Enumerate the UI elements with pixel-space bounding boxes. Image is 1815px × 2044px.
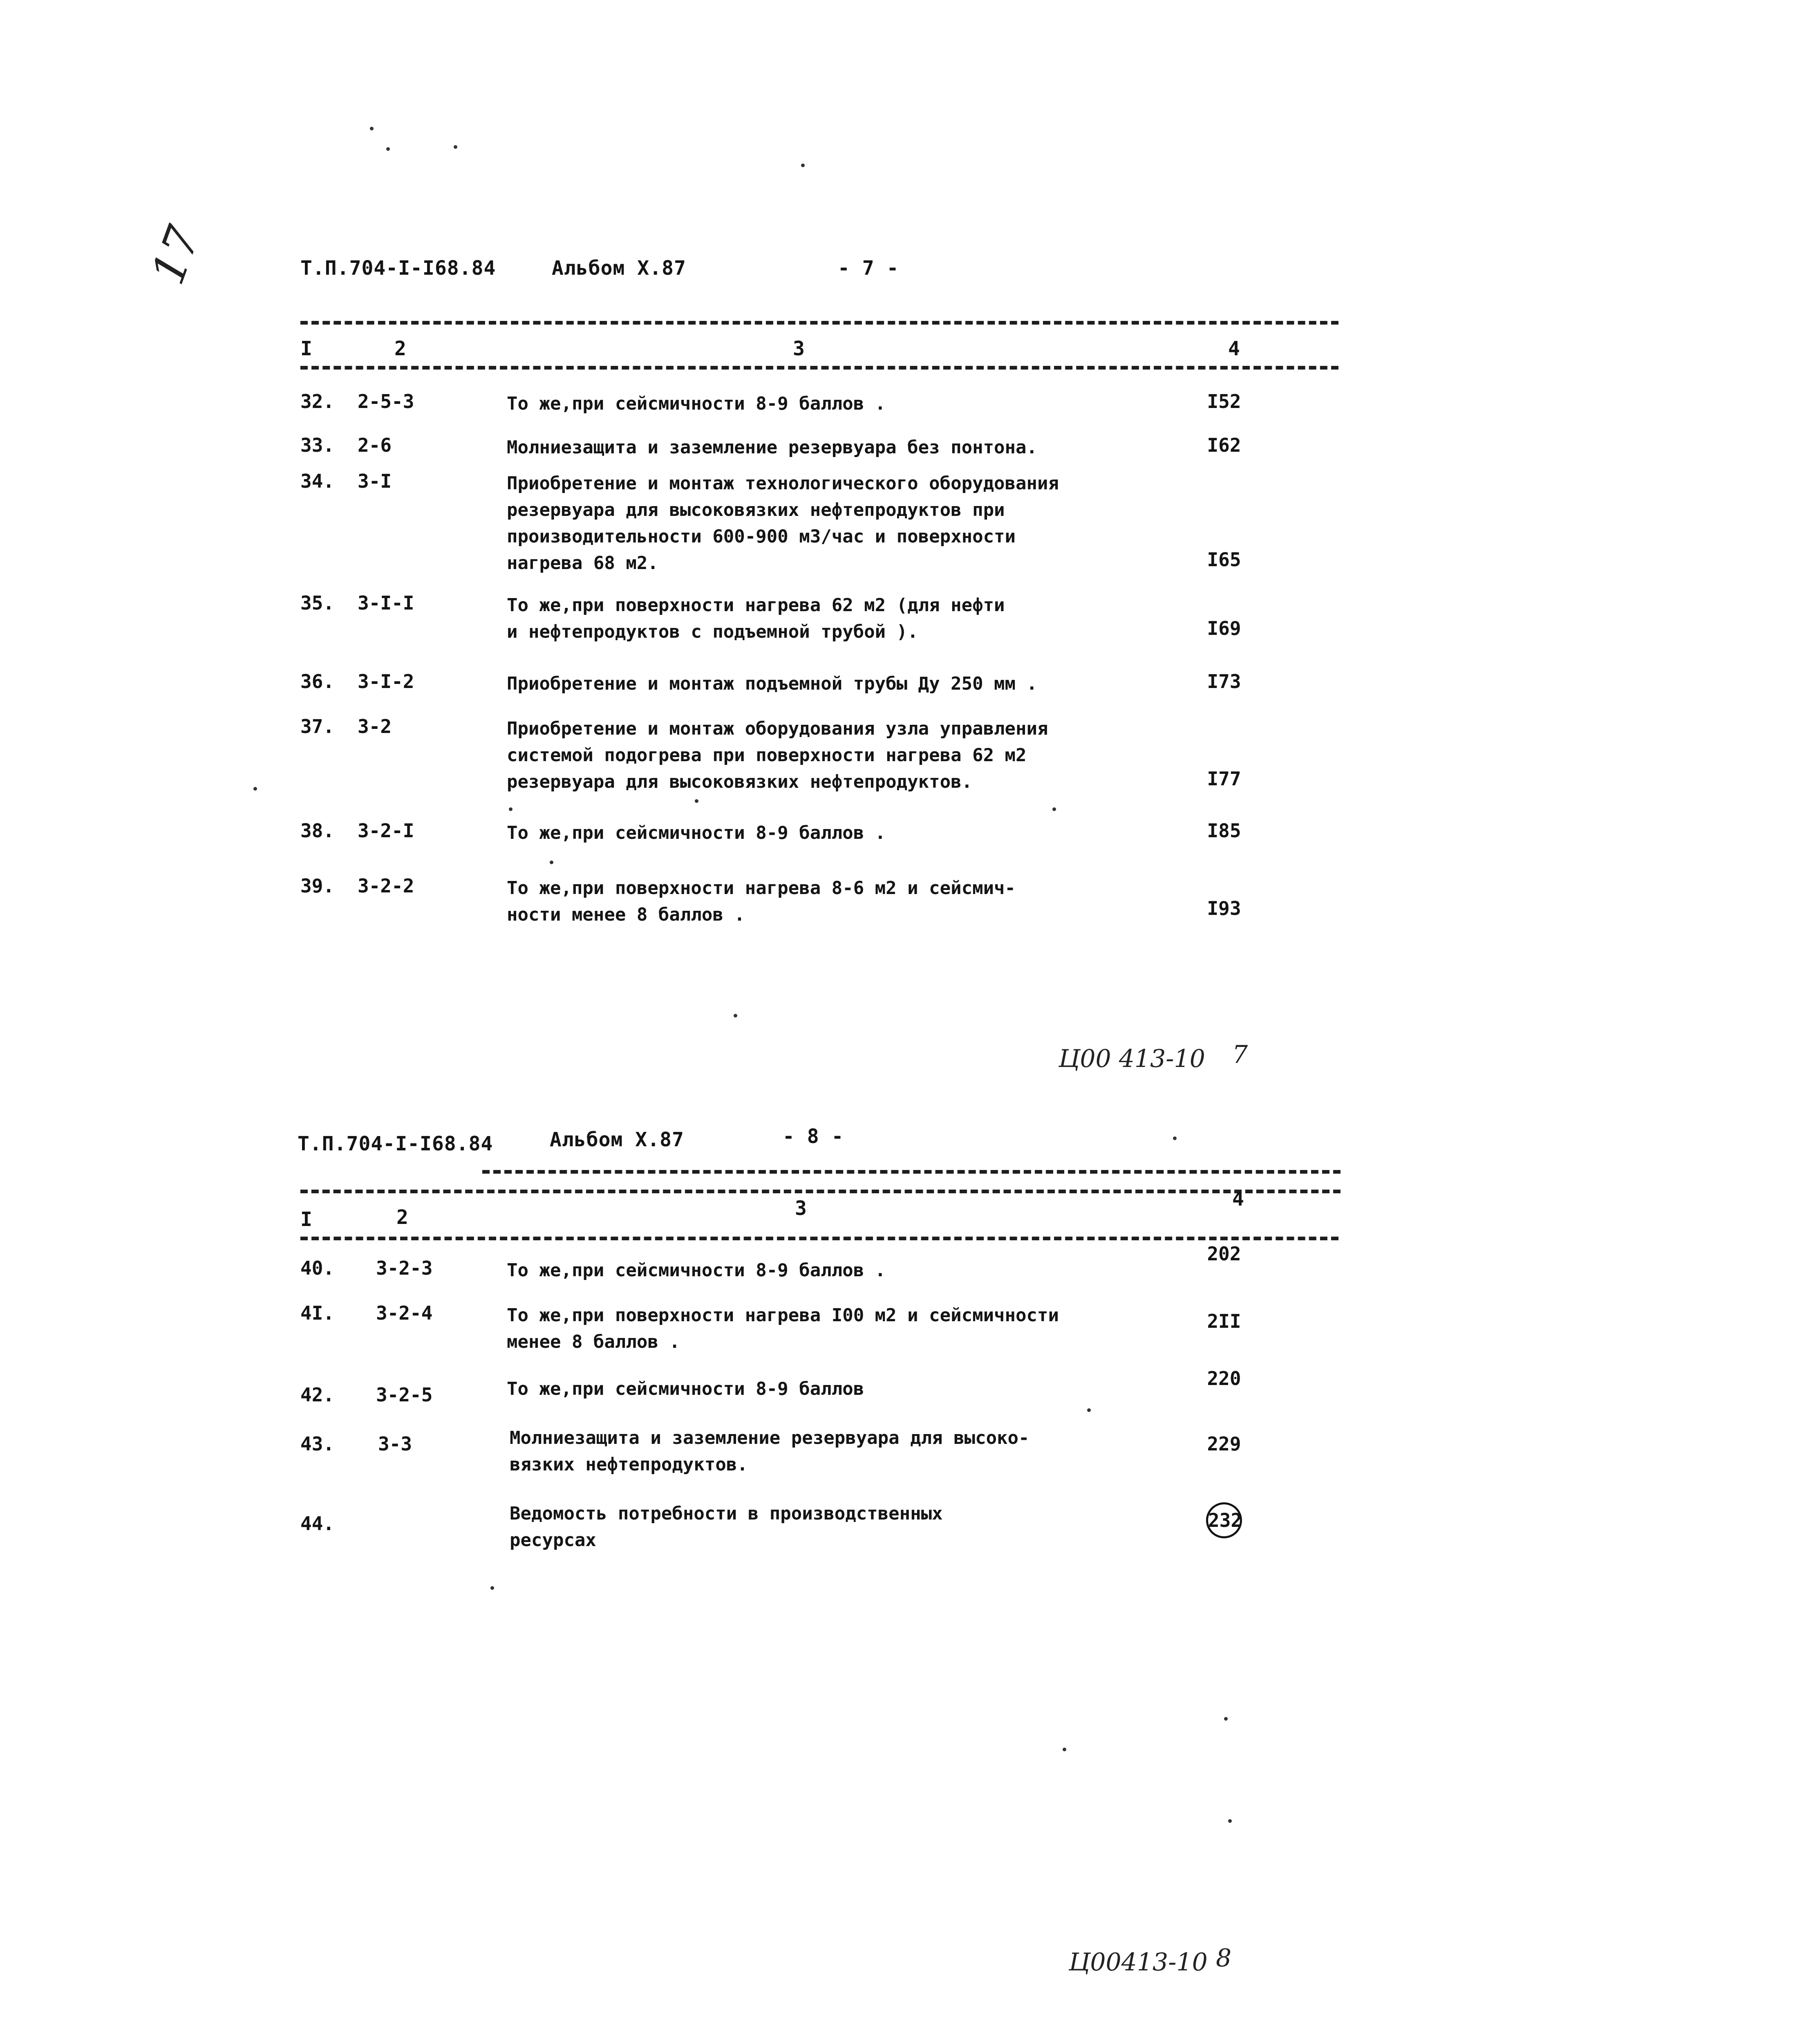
scan-speck bbox=[1224, 1717, 1228, 1721]
page7-handwritten-code: Ц00 413-10 bbox=[1059, 1044, 1205, 1073]
page8-page-label: - 8 - bbox=[783, 1125, 844, 1148]
page8-col-2-header: 2 bbox=[396, 1206, 408, 1229]
scan-speck bbox=[734, 1014, 737, 1018]
scan-speck bbox=[253, 787, 257, 791]
scan-speck bbox=[695, 799, 698, 803]
page7-col-1-header: I bbox=[300, 337, 312, 360]
page7-col-2-header: 2 bbox=[394, 337, 406, 360]
row-number: 4I. bbox=[300, 1302, 335, 1324]
row-description: Молниезащита и заземление резервуара для высоко- вязких нефтепродуктов. bbox=[510, 1428, 1029, 1475]
table-row bbox=[300, 390, 1253, 414]
row-number: 44. bbox=[300, 1513, 335, 1535]
row-number: 42. bbox=[300, 1384, 335, 1406]
page7-doc-code: Т.П.704-I-I68.84 bbox=[300, 257, 496, 280]
table-row bbox=[300, 715, 1253, 792]
scan-speck bbox=[509, 807, 512, 811]
row-code: 3-2 bbox=[358, 715, 392, 737]
row-description: Приобретение и монтаж подъемной трубы Ду 250 мм . bbox=[507, 673, 1038, 694]
row-page: I93 bbox=[1207, 897, 1241, 919]
table-row bbox=[300, 670, 1253, 694]
row-code: 3-2-I bbox=[358, 820, 414, 842]
page7-handwritten-page: 7 bbox=[1232, 1040, 1248, 1069]
scan-speck bbox=[1063, 1748, 1066, 1751]
row-description: То же,при поверхности нагрева 8-6 м2 и сейсмич- ности менее 8 баллов . bbox=[507, 878, 1016, 925]
scan-speck bbox=[1087, 1408, 1091, 1412]
row-page-circled bbox=[1195, 1502, 1253, 1538]
row-page: I62 bbox=[1207, 434, 1241, 456]
scan-speck bbox=[454, 145, 457, 149]
row-number: 32. bbox=[300, 390, 335, 412]
row-number: 33. bbox=[300, 434, 335, 456]
row-page: 220 bbox=[1207, 1367, 1241, 1390]
scan-speck bbox=[550, 861, 553, 864]
row-page: I65 bbox=[1207, 549, 1241, 571]
row-code: 3-3 bbox=[378, 1433, 412, 1455]
row-number: 38. bbox=[300, 820, 335, 842]
page7-col-4-header: 4 bbox=[1228, 337, 1240, 360]
row-description: То же,при сейсмичности 8-9 баллов . bbox=[507, 1260, 886, 1281]
page8-col-3-header: 3 bbox=[795, 1197, 807, 1220]
row-number: 36. bbox=[300, 670, 335, 693]
page8-handwritten-page: 8 bbox=[1216, 1944, 1232, 1972]
row-number: 34. bbox=[300, 470, 335, 492]
page8-table-top-rule-a bbox=[482, 1170, 1341, 1174]
scan-speck bbox=[1228, 1819, 1232, 1823]
row-page: I77 bbox=[1207, 768, 1241, 790]
page7-col-3-header: 3 bbox=[793, 337, 805, 360]
row-page: I69 bbox=[1207, 617, 1241, 639]
row-description: То же,при сейсмичности 8-9 баллов . bbox=[507, 393, 886, 414]
row-number: 35. bbox=[300, 592, 335, 614]
row-page: I52 bbox=[1207, 390, 1241, 412]
page8-table-top-rule-b bbox=[300, 1190, 1341, 1193]
page8-col-1-header: I bbox=[300, 1208, 312, 1231]
row-page: I85 bbox=[1207, 820, 1241, 842]
page7-album: Альбом X.87 bbox=[552, 257, 686, 280]
scan-speck bbox=[1052, 807, 1056, 811]
scan-speck bbox=[801, 164, 805, 167]
row-code: 3-2-5 bbox=[376, 1384, 433, 1406]
row-page: 202 bbox=[1207, 1243, 1241, 1265]
row-description: То же,при сейсмичности 8-9 баллов . bbox=[507, 823, 886, 843]
row-code: 3-I-I bbox=[358, 592, 414, 614]
scan-speck bbox=[370, 127, 374, 130]
row-code: 3-I-2 bbox=[358, 670, 414, 693]
row-code: 3-2-4 bbox=[376, 1302, 433, 1324]
row-code: 2-6 bbox=[358, 434, 392, 456]
row-code: 3-I bbox=[358, 470, 392, 492]
row-number: 40. bbox=[300, 1257, 335, 1279]
circled-page-number: 232 bbox=[1206, 1502, 1242, 1538]
row-description: Молниезащита и заземление резервуара без понтона. bbox=[507, 437, 1038, 458]
row-description: То же,при поверхности нагрева 62 м2 (для нефти и нефтепродуктов с подъемной трубой ). bbox=[507, 595, 1005, 642]
row-number: 39. bbox=[300, 875, 335, 897]
page8-col-4-header: 4 bbox=[1232, 1188, 1244, 1210]
table-row bbox=[300, 470, 1253, 574]
table-row bbox=[300, 434, 1253, 458]
page8-album: Альбом X.87 bbox=[550, 1128, 684, 1151]
row-description: Приобретение и монтаж технологического оборудования резервуара для высоковязких нефтепродуктов при производительности 600-900 м3/час и поверхности нагрева 68 м2. bbox=[507, 473, 1059, 574]
corner-handwritten-mark: 17 bbox=[141, 219, 210, 291]
row-description: То же,при сейсмичности 8-9 баллов bbox=[507, 1378, 864, 1399]
scan-speck bbox=[490, 1586, 494, 1590]
row-page: 229 bbox=[1207, 1433, 1241, 1455]
row-code: 3-2-3 bbox=[376, 1257, 433, 1279]
page7-page-label: - 7 - bbox=[838, 257, 899, 280]
page7-header-bottom-rule bbox=[300, 366, 1338, 370]
row-description: Приобретение и монтаж оборудования узла управления системой подогрева при поверхности нагрева 62 м2 резервуара для высоковязких нефтепродуктов. bbox=[507, 718, 1048, 792]
page8-header-bottom-rule bbox=[300, 1237, 1338, 1240]
scan-speck bbox=[386, 147, 390, 151]
row-description: То же,при поверхности нагрева I00 м2 и сейсмичности менее 8 баллов . bbox=[507, 1305, 1059, 1352]
page8-doc-code: Т.П.704-I-I68.84 bbox=[298, 1132, 493, 1155]
page8-handwritten-code: Ц00413-10 bbox=[1069, 1948, 1208, 1977]
scan-speck bbox=[1173, 1136, 1177, 1140]
row-number: 43. bbox=[300, 1433, 335, 1455]
page7-table-top-rule bbox=[300, 321, 1338, 325]
row-code: 3-2-2 bbox=[358, 875, 414, 897]
row-page: I73 bbox=[1207, 670, 1241, 693]
row-description: Ведомость потребности в производственных ресурсах bbox=[510, 1503, 943, 1551]
row-page: 2II bbox=[1207, 1310, 1241, 1332]
row-number: 37. bbox=[300, 715, 335, 737]
row-code: 2-5-3 bbox=[358, 390, 414, 412]
